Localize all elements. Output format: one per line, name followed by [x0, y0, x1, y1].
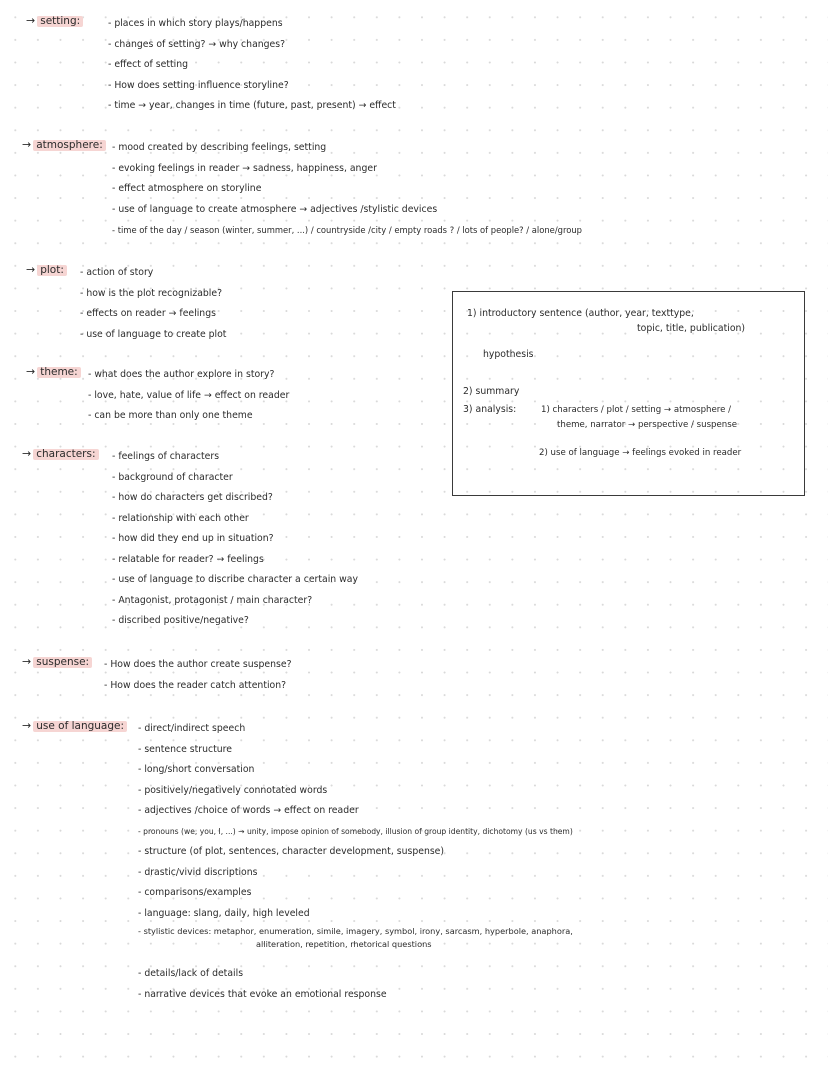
list-item: - how did they end up in situation?	[112, 529, 358, 550]
list-item: - positively/negatively connotated words	[138, 781, 573, 802]
heading-characters	[22, 447, 99, 461]
analysis-structure-box	[452, 291, 805, 496]
list-item: - narrative devices that evoke an emotional response	[138, 985, 573, 1006]
theme-list	[88, 365, 289, 427]
list-item: - long/short conversation	[138, 760, 573, 781]
list-item: - Antagonist, protagonist / main character?	[112, 591, 358, 612]
section-label: suspense:	[33, 655, 92, 669]
list-item: - How does setting influence storyline?	[108, 76, 396, 97]
list-item: - stylistic devices: metaphor, enumeration, simile, imagery, symbol, irony, sarcasm, hyperbole, anaphora,	[138, 924, 573, 938]
arrow-icon: →	[26, 14, 36, 27]
summary: 2) summary	[463, 386, 520, 397]
list-item: - effects on reader → feelings	[80, 304, 226, 325]
section-label: plot:	[37, 263, 67, 277]
setting-list	[108, 14, 396, 117]
arrow-icon: →	[22, 719, 32, 732]
list-item: - effect of setting	[108, 55, 396, 76]
section-label: characters:	[33, 447, 98, 461]
list-item: - pronouns (we, you, I, ...) → unity, impose opinion of somebody, illusion of group identity, dichotomy (us vs them)	[138, 822, 573, 843]
arrow-icon: →	[26, 263, 36, 276]
list-item: - effect atmosphere on storyline	[112, 179, 582, 200]
list-item: - how do characters get discribed?	[112, 488, 358, 509]
suspense-list	[104, 655, 292, 696]
arrow-icon: →	[22, 655, 32, 668]
list-item: - sentence structure	[138, 740, 573, 761]
list-item: - discribed positive/negative?	[112, 611, 358, 632]
heading-theme	[26, 365, 81, 379]
atmosphere-list	[112, 138, 582, 241]
list-item: - use of language to create atmosphere → adjectives /stylistic devices	[112, 200, 582, 221]
characters-list	[112, 447, 358, 632]
list-item: - evoking feelings in reader → sadness, happiness, anger	[112, 159, 582, 180]
list-item: - changes of setting? → why changes?	[108, 35, 396, 56]
arrow-icon: →	[22, 447, 32, 460]
list-item: - use of language to discribe character a certain way	[112, 570, 358, 591]
list-item: - relatable for reader? → feelings	[112, 550, 358, 571]
list-item: - mood created by describing feelings, setting	[112, 138, 582, 159]
analysis-point-2: 2) use of language → feelings evoked in reader	[539, 448, 742, 458]
intro-line-2: topic, title, publication)	[637, 323, 746, 334]
list-item: - time → year, changes in time (future, past, present) → effect	[108, 96, 396, 117]
list-item: - can be more than only one theme	[88, 406, 289, 427]
analysis-point-1a: 1) characters / plot / setting → atmosphere /	[541, 405, 732, 415]
list-item: - language: slang, daily, high leveled	[138, 904, 573, 925]
arrow-icon: →	[26, 365, 36, 378]
list-item: - time of the day / season (winter, summer, ...) / countryside /city / empty roads ? / lots of people? / alone/group	[112, 220, 582, 241]
list-item: - relationship with each other	[112, 509, 358, 530]
analysis-label: 3) analysis:	[463, 404, 517, 415]
list-item: - background of character	[112, 468, 358, 489]
heading-setting	[26, 14, 83, 28]
list-item: - How does the reader catch attention?	[104, 676, 292, 697]
list-item: - comparisons/examples	[138, 883, 573, 904]
heading-plot	[26, 263, 67, 277]
list-item: - How does the author create suspense?	[104, 655, 292, 676]
list-item: - places in which story plays/happens	[108, 14, 396, 35]
heading-atmosphere	[22, 138, 106, 152]
arrow-icon: →	[22, 138, 32, 151]
list-item-continuation: alliteration, repetition, rhetorical questions	[256, 939, 432, 949]
plot-list	[80, 263, 226, 345]
language-list	[138, 719, 573, 1005]
section-label: use of language:	[33, 719, 127, 733]
list-item: - how is the plot recognizable?	[80, 284, 226, 305]
analysis-point-1b: theme, narrator → perspective / suspense	[557, 420, 738, 430]
list-item: - love, hate, value of life → effect on reader	[88, 386, 289, 407]
list-item: - action of story	[80, 263, 226, 284]
list-item: - direct/indirect speech	[138, 719, 573, 740]
list-item: - use of language to create plot	[80, 325, 226, 346]
section-label: theme:	[37, 365, 80, 379]
list-item: - feelings of characters	[112, 447, 358, 468]
section-label: setting:	[37, 14, 83, 28]
list-item: - details/lack of details	[138, 964, 573, 985]
list-item: - structure (of plot, sentences, character development, suspense)	[138, 842, 573, 863]
list-item: - what does the author explore in story?	[88, 365, 289, 386]
list-item: - drastic/vivid discriptions	[138, 863, 573, 884]
list-item: - adjectives /choice of words → effect on reader	[138, 801, 573, 822]
intro-line-1: 1) introductory sentence (author, year, texttype,	[467, 308, 694, 319]
heading-use-of-language	[22, 719, 127, 733]
heading-suspense	[22, 655, 92, 669]
section-label: atmosphere:	[33, 138, 106, 152]
hypothesis: hypothesis	[483, 349, 534, 360]
